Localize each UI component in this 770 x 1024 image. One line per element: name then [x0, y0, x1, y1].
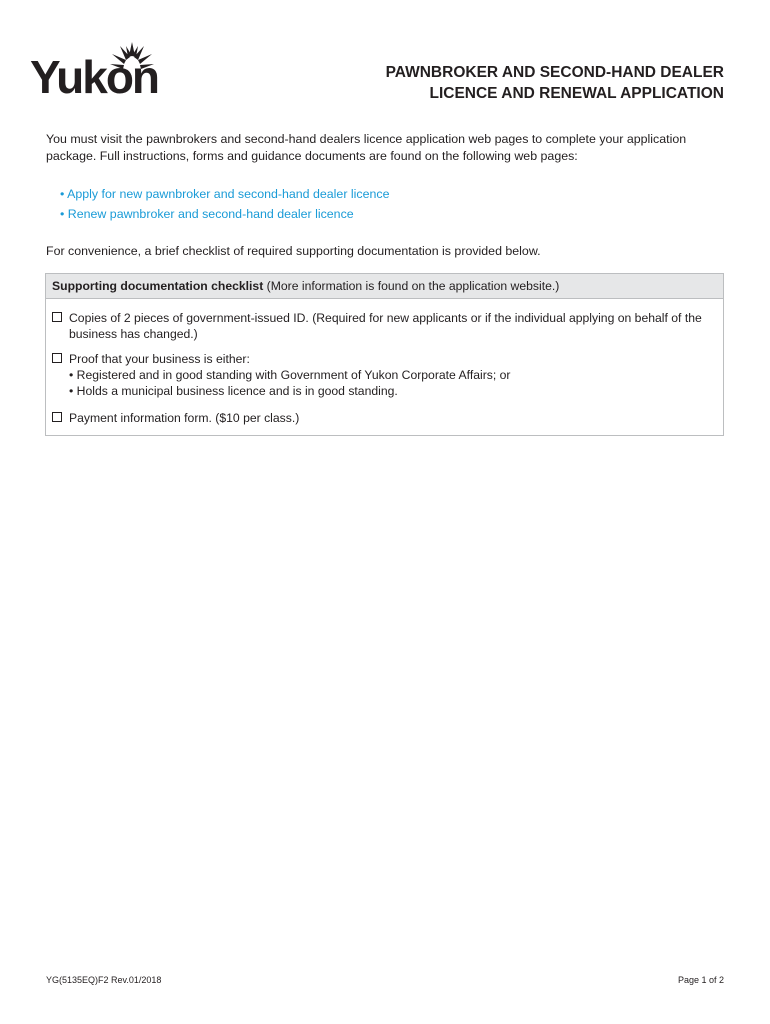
- checklist-item-business-proof: [52, 351, 717, 399]
- checklist-header-title: Supporting documentation checklist: [52, 279, 264, 293]
- checkbox-business-proof[interactable]: [52, 353, 62, 363]
- title-line-1: PAWNBROKER AND SECOND-HAND DEALER: [385, 64, 724, 81]
- list-item: [60, 185, 389, 205]
- checklist-item-label: Payment information form. ($10 per class.): [69, 411, 300, 425]
- list-item: [60, 205, 389, 225]
- checklist-item-label: Proof that your business is either:: [69, 352, 250, 366]
- logo-wordmark: Yukon: [30, 51, 159, 103]
- checklist-item-label: Copies of 2 pieces of government-issued ID. (Required for new applicants or if the individual applying on behalf of the business has changed.): [69, 311, 702, 341]
- convenience-paragraph: For convenience, a brief checklist of required supporting documentation is provided below.: [46, 244, 541, 258]
- bullet: •: [60, 187, 65, 201]
- checklist-sub-item: • Holds a municipal business licence and is in good standing.: [69, 384, 398, 398]
- checklist-header: [46, 274, 723, 299]
- checklist-item-payment: [52, 410, 717, 426]
- checklist-item-content: [69, 351, 717, 399]
- intro-paragraph: You must visit the pawnbrokers and second-hand dealers licence application web pages to complete your application package. Full instructions, forms and guidance documents are found on the following web pages:: [46, 132, 687, 163]
- page-number: Page 1 of 2: [677, 975, 724, 985]
- checkbox-payment[interactable]: [52, 412, 62, 422]
- checklist-item-id: [52, 310, 717, 342]
- web-page-links: [60, 185, 389, 224]
- page-title: [386, 62, 724, 104]
- checklist-sub-item: • Registered and in good standing with Government of Yukon Corporate Affairs; or: [69, 368, 511, 382]
- renew-licence-link[interactable]: Renew pawnbroker and second-hand dealer licence: [67, 206, 354, 221]
- title-line-2: LICENCE AND RENEWAL APPLICATION: [429, 85, 724, 102]
- yukon-logo: [30, 42, 172, 104]
- form-identifier: YG(5135EQ)F2 Rev.01/2018: [46, 975, 162, 985]
- apply-new-licence-link[interactable]: Apply for new pawnbroker and second-hand dealer licence: [67, 187, 390, 201]
- checkbox-id[interactable]: [52, 312, 62, 322]
- bullet: •: [60, 206, 65, 221]
- supporting-documentation-checklist: [45, 273, 724, 436]
- checklist-header-note: (More information is found on the application website.): [263, 279, 560, 293]
